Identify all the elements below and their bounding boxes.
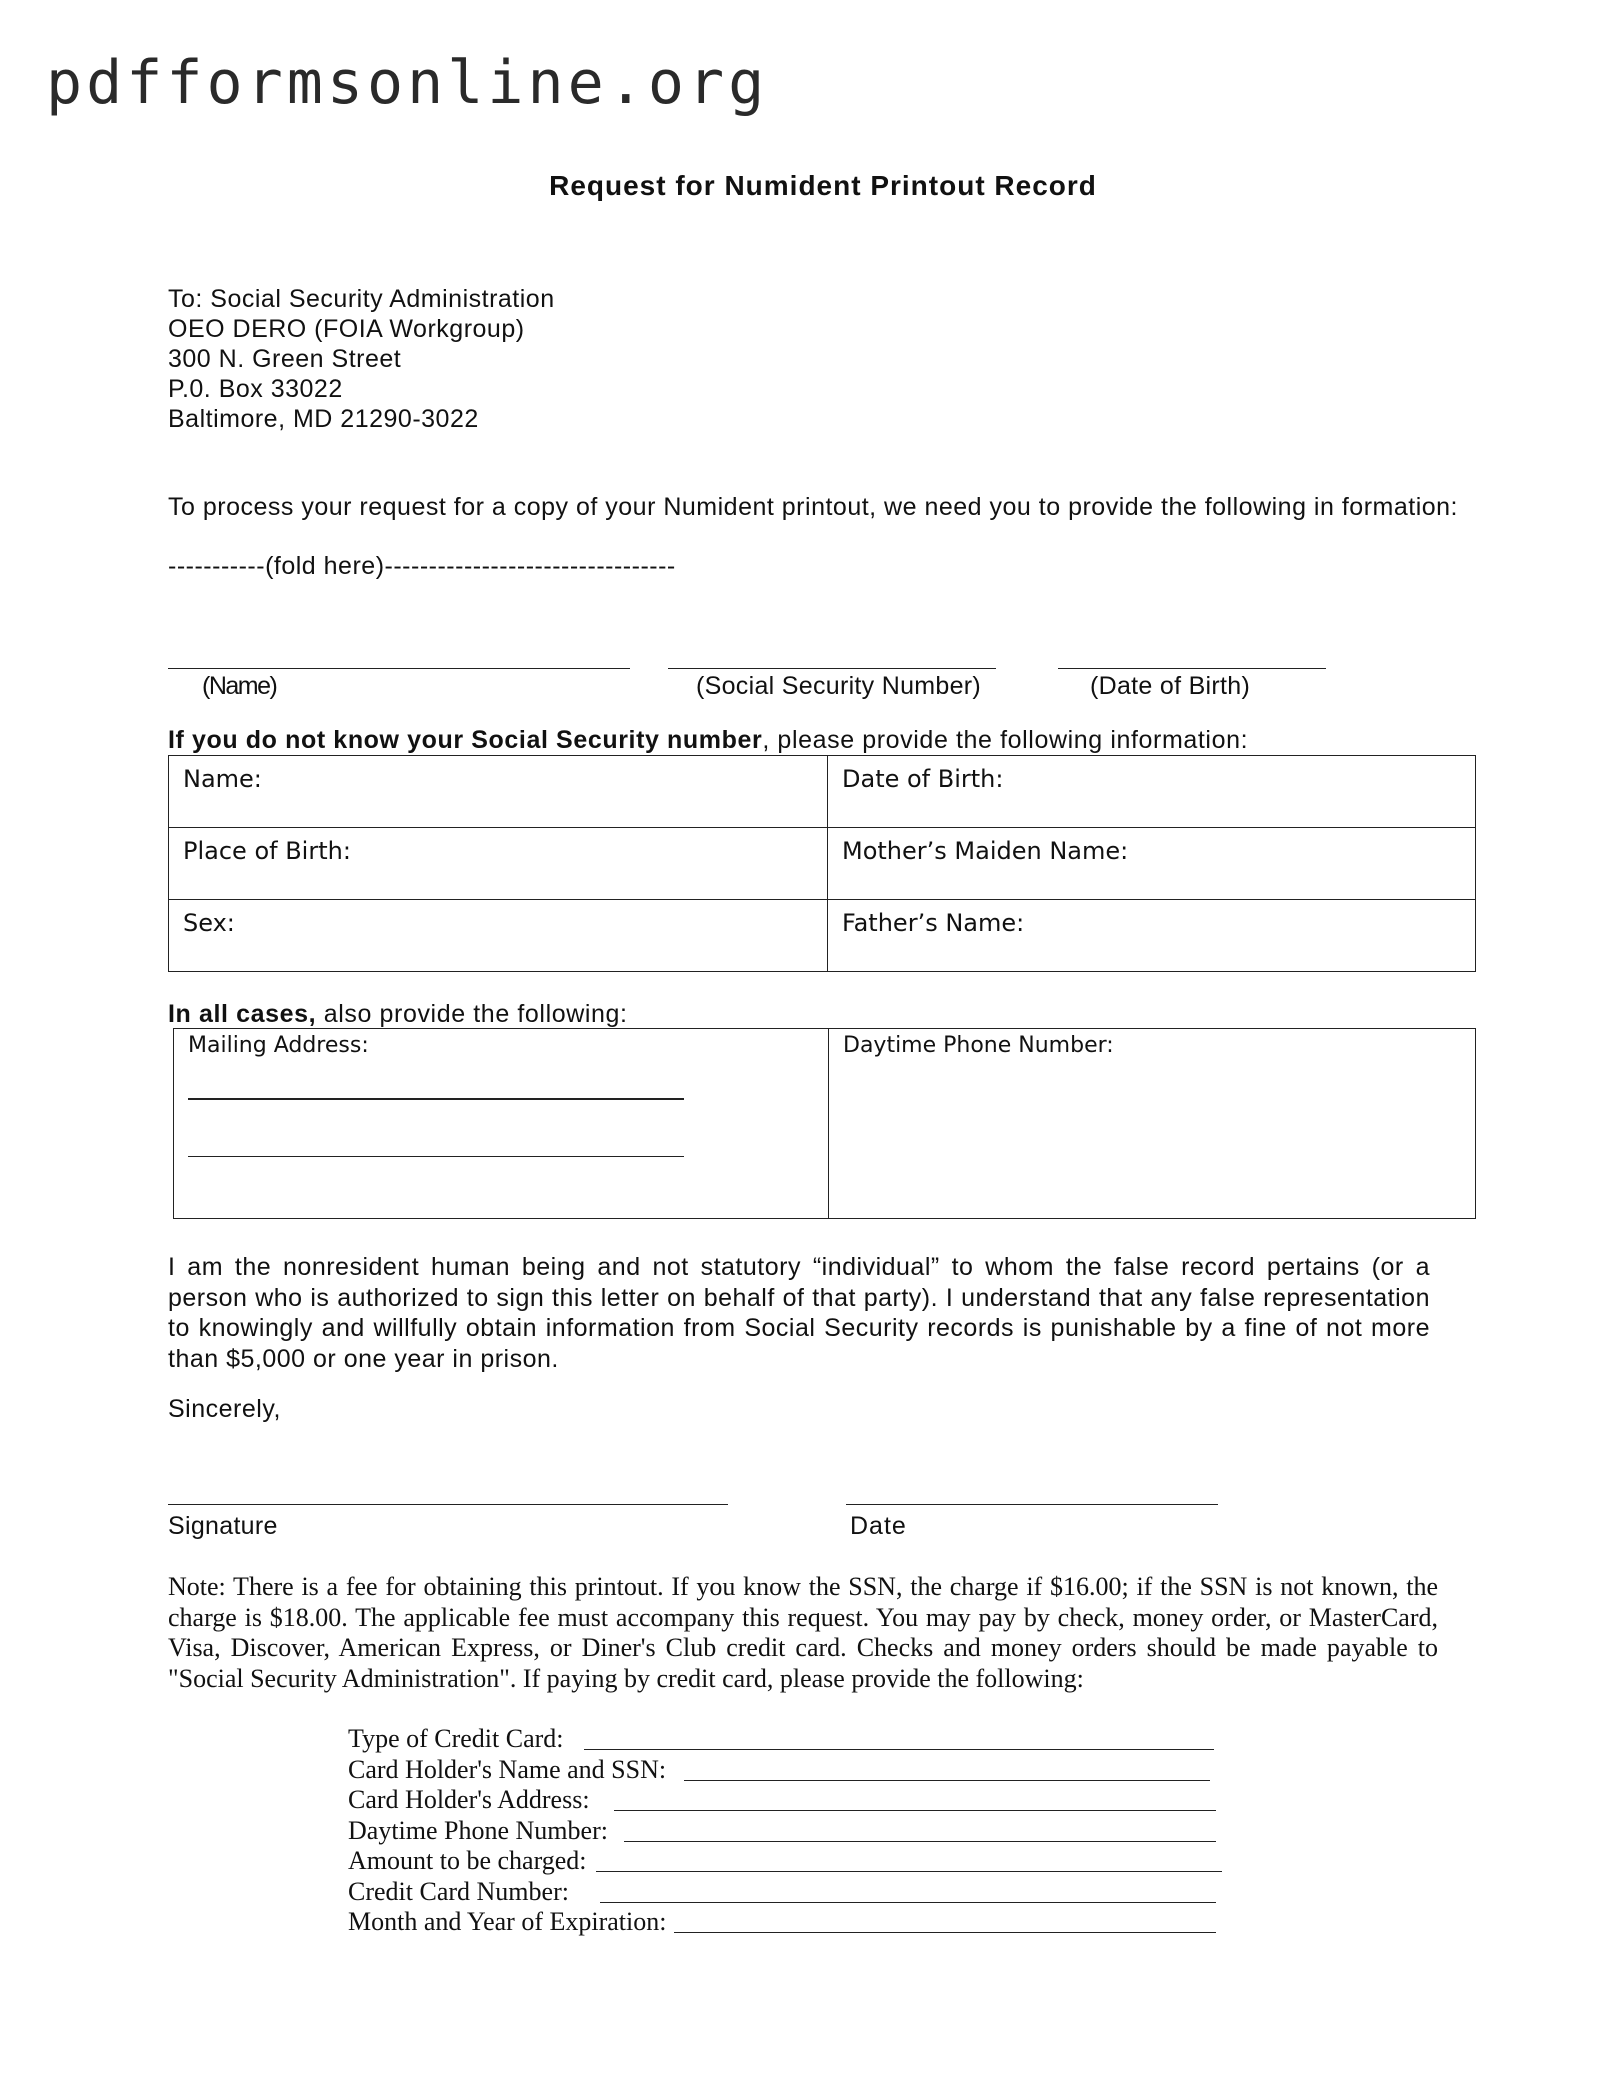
address-line: Baltimore, MD 21290-3022: [168, 405, 479, 433]
declaration-text: I am the nonresident human being and not statutory “individual” to whom the false record pertains (or a person who is authorized to sign this letter on behalf of that party). I understand that any false representation to knowingly and willfully obtain information from Social Security records is punishable by a fine of not more than $5,000 or one year in prison.: [168, 1253, 1430, 1373]
unknown-ssn-table: [168, 755, 1476, 972]
page-title: Request for Numident Printout Record: [549, 170, 1097, 201]
date-of-birth-label: Date of Birth:: [842, 765, 1004, 793]
watermark: pdfformsonline.org: [46, 48, 769, 118]
expiration-line[interactable]: [674, 1932, 1216, 1933]
mailing-address-line-1[interactable]: [188, 1098, 684, 1100]
cc-daytime-phone-label: Daytime Phone Number:: [348, 1815, 608, 1845]
amount-line[interactable]: [596, 1871, 1222, 1872]
address-line: To: Social Security Administration: [168, 285, 555, 313]
date-line[interactable]: [846, 1504, 1218, 1505]
fold-marker: -----------(fold here)---------------------------------: [168, 552, 676, 580]
intro-text: To process your request for a copy of your Numident printout, we need you to provide the following in formation:: [168, 493, 1458, 521]
card-holder-name-label: Card Holder's Name and SSN:: [348, 1754, 667, 1784]
closing-text: Sincerely,: [168, 1395, 281, 1423]
place-of-birth-label: Place of Birth:: [183, 837, 351, 865]
name-cell[interactable]: [169, 756, 828, 828]
address-line: P.0. Box 33022: [168, 375, 343, 403]
amount-label: Amount to be charged:: [348, 1846, 587, 1875]
credit-card-number-label: Credit Card Number:: [348, 1876, 569, 1906]
mailing-address-label: Mailing Address:: [188, 1033, 369, 1058]
all-cases-table: [173, 1028, 1476, 1219]
unknown-ssn-heading-bold: If you do not know your Social Security number: [168, 726, 763, 754]
fathers-name-cell[interactable]: [828, 900, 1476, 972]
daytime-phone-cell[interactable]: [829, 1029, 1476, 1219]
unknown-ssn-heading-rest: , please provide the following information:: [762, 726, 1249, 754]
signature-label: Signature: [168, 1512, 278, 1540]
unknown-ssn-heading: [168, 726, 1248, 755]
card-holder-name-line[interactable]: [684, 1780, 1210, 1781]
mailing-address-cell[interactable]: [174, 1029, 829, 1219]
signature-line[interactable]: [168, 1504, 728, 1505]
mothers-maiden-name-label: Mother’s Maiden Name:: [842, 837, 1129, 865]
fee-note: Note: There is a fee for obtaining this printout. If you know the SSN, the charge if $16.00; if the SSN is not known, the charge is $18.00. The applicable fee must accompany this request. You may pay by check, money order, or MasterCard, Visa, Discover, American Express, or Diner's Club credit card. Checks and money orders should be made payable to "Social Security Administration". If paying by credit card, please provide the following:: [168, 1572, 1438, 1693]
all-cases-heading-bold: In all cases,: [168, 1000, 317, 1028]
mothers-maiden-name-cell[interactable]: [828, 828, 1476, 900]
date-label: Date: [850, 1512, 907, 1540]
daytime-phone-label: Daytime Phone Number:: [843, 1033, 1114, 1058]
card-holder-address-label: Card Holder's Address:: [348, 1785, 590, 1814]
mailing-address-line-2[interactable]: [188, 1156, 684, 1157]
dob-line[interactable]: [1058, 668, 1326, 669]
all-cases-heading: [168, 1000, 628, 1029]
credit-card-number-line[interactable]: [600, 1902, 1216, 1903]
name-line[interactable]: [168, 668, 630, 669]
cc-daytime-phone-line[interactable]: [624, 1841, 1216, 1842]
ssn-caption: (Social Security Number): [696, 672, 982, 700]
all-cases-heading-rest: also provide the following:: [316, 1000, 628, 1028]
card-holder-address-line[interactable]: [614, 1810, 1216, 1811]
expiration-label: Month and Year of Expiration:: [348, 1907, 667, 1936]
fathers-name-label: Father’s Name:: [842, 909, 1025, 937]
name-caption: (Name): [202, 672, 277, 700]
credit-card-type-label: Type of Credit Card:: [348, 1724, 564, 1753]
date-of-birth-cell[interactable]: [828, 756, 1476, 828]
name-label: Name:: [183, 765, 262, 793]
address-line: OEO DERO (FOIA Workgroup): [168, 315, 525, 343]
place-of-birth-cell[interactable]: [169, 828, 828, 900]
recipient-address: [168, 284, 555, 434]
address-line: 300 N. Green Street: [168, 345, 402, 373]
credit-card-type-line[interactable]: [584, 1749, 1214, 1750]
sex-label: Sex:: [183, 909, 235, 937]
sex-cell[interactable]: [169, 900, 828, 972]
ssn-line[interactable]: [668, 668, 996, 669]
dob-caption: (Date of Birth): [1090, 672, 1251, 700]
